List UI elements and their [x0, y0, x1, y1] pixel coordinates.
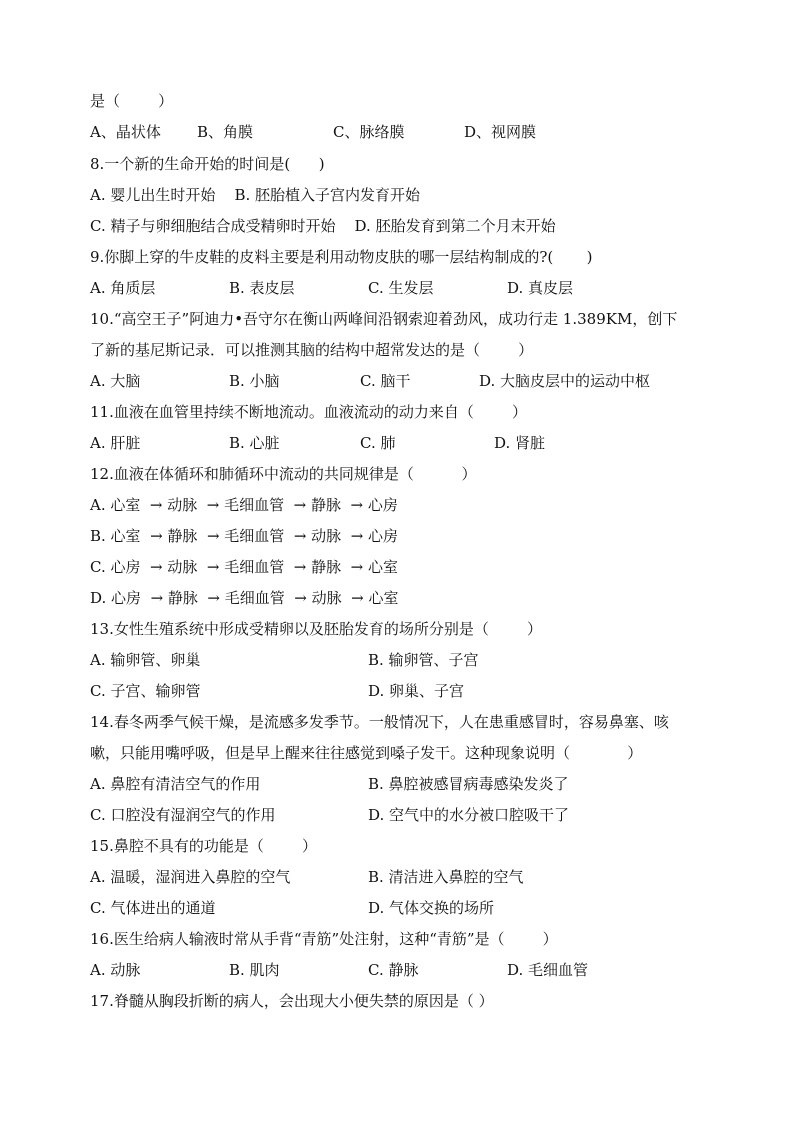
question-13-option-b: B. 输卵管、子宫 [368, 651, 479, 669]
question-13-option-a: A. 输卵管、卵巢 [90, 651, 201, 669]
question-16-option-b: B. 肌肉 [229, 961, 280, 979]
question-13-stem: 13.女性生殖系统中形成受精卵以及胚胎发育的场所分别是（ ） [90, 620, 543, 638]
question-14-option-b: B. 鼻腔被感冒病毒感染发炎了 [368, 775, 569, 793]
question-12-option-b: B. 心室 → 静脉 → 毛细血管 → 动脉 → 心房 [90, 527, 399, 545]
question-14-option-c: C. 口腔没有湿润空气的作用 [90, 806, 276, 824]
question-14-stem-line-1: 14.春冬两季气候干燥，是流感多发季节。一般情况下，人在患重感冒时，容易鼻塞、咳 [90, 713, 669, 731]
question-10-stem-line-1: 10.“高空王子”阿迪力•吾守尔在衡山两峰间沿钢索迎着劲风，成功行走 1.389KM，创下 [90, 310, 678, 328]
question-12-option-c: C. 心房 → 动脉 → 毛细血管 → 静脉 → 心室 [90, 558, 398, 576]
question-9-option-b: B. 表皮层 [229, 279, 295, 297]
question-10-option-b: B. 小脑 [229, 372, 280, 390]
question-9-option-d: D. 真皮层 [507, 279, 574, 297]
question-9-option-a: A. 角质层 [90, 279, 156, 297]
question-9-option-c: C. 生发层 [368, 279, 434, 297]
question-14-stem-line-2: 嗽，只能用嘴呼吸，但是早上醒来往往感觉到嗓子发干。这种现象说明（ ） [90, 744, 643, 762]
question-10-option-a: A. 大脑 [90, 372, 141, 390]
question-17-stem: 17.脊髓从胸段折断的病人，会出现大小便失禁的原因是（ ） [90, 992, 494, 1010]
question-11-option-a: A. 肝脏 [90, 434, 141, 452]
question-9-stem: 9.你脚上穿的牛皮鞋的皮料主要是利用动物皮肤的哪一层结构制成的?( ) [90, 248, 593, 266]
question-11-option-c: C. 肺 [360, 434, 396, 452]
question-8-options-cd: C. 精子与卵细胞结合成受精卵时开始 D. 胚胎发育到第二个月末开始 [90, 217, 556, 235]
question-16-option-c: C. 静脉 [368, 961, 419, 979]
question-14-option-a: A. 鼻腔有清洁空气的作用 [90, 775, 261, 793]
question-7-option-b: B、角膜 [197, 123, 254, 141]
question-12-option-a: A. 心室 → 动脉 → 毛细血管 → 静脉 → 心房 [90, 496, 398, 514]
question-12-option-d: D. 心房 → 静脉 → 毛细血管 → 动脉 → 心室 [90, 589, 399, 607]
question-10-stem-line-2: 了新的基尼斯记录．可以推测其脑的结构中超常发达的是（ ） [90, 341, 534, 359]
question-11-option-b: B. 心脏 [229, 434, 280, 452]
question-15-option-c: C. 气体进出的通道 [90, 899, 216, 917]
question-15-option-a: A. 温暖，湿润进入鼻腔的空气 [90, 868, 291, 886]
question-7-option-c: C、脉络膜 [333, 123, 405, 141]
question-13-option-c: C. 子宫、输卵管 [90, 682, 201, 700]
question-16-option-a: A. 动脉 [90, 961, 141, 979]
question-15-stem: 15.鼻腔不具有的功能是（ ） [90, 837, 318, 855]
question-15-option-d: D. 气体交换的场所 [368, 899, 495, 917]
question-16-option-d: D. 毛细血管 [507, 961, 589, 979]
question-12-stem: 12.血液在体循环和肺循环中流动的共同规律是（ ） [90, 465, 477, 483]
question-15-option-b: B. 清洁进入鼻腔的空气 [368, 868, 524, 886]
question-11-stem: 11.血液在血管里持续不断地流动。血液流动的动力来自（ ） [90, 403, 528, 421]
question-7-option-a: A、晶状体 [90, 123, 161, 141]
question-16-stem: 16.医生给病人输液时常从手背“青筋”处注射，这种“青筋”是（ ） [90, 930, 558, 948]
question-11-option-d: D. 肾脏 [494, 434, 546, 452]
question-10-option-c: C. 脑干 [360, 372, 411, 390]
question-8-options-ab: A. 婴儿出生时开始 B. 胚胎植入子宫内发育开始 [90, 186, 421, 204]
question-10-option-d: D. 大脑皮层中的运动中枢 [479, 372, 651, 390]
question-13-option-d: D. 卵巢、子宫 [368, 682, 465, 700]
question-8-stem: 8.一个新的生命开始的时间是( ) [90, 155, 325, 173]
question-14-option-d: D. 空气中的水分被口腔吸干了 [368, 806, 570, 824]
question-7-stem-end: 是（ ） [90, 92, 174, 110]
question-7-option-d: D、视网膜 [464, 123, 537, 141]
